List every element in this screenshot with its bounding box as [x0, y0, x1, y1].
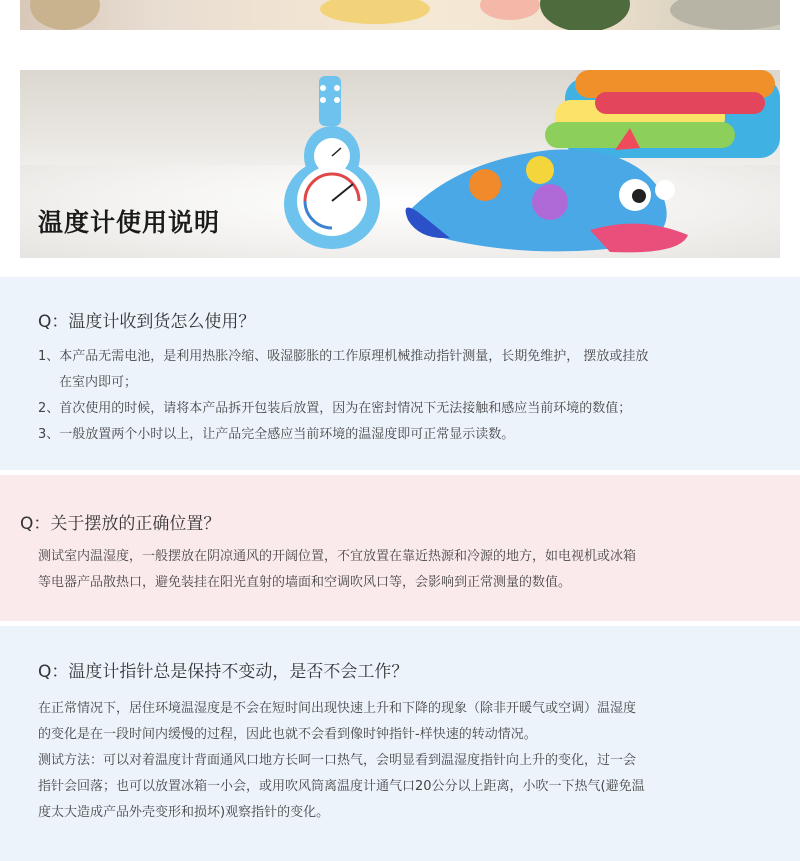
answer-line: 测试室内温湿度，一般摆放在阴凉通风的开阔位置，不宜放置在靠近热源和冷源的地方，如电视机或冰箱 [38, 549, 637, 564]
top-banner-photo [20, 0, 780, 30]
page-title: 温度计使用说明 [38, 208, 221, 237]
faq-question: Q：温度计收到货怎么使用？ [38, 312, 256, 332]
list-item: 2、首次使用的时候，请将本产品拆开包装后放置，因为在密封情况下无法接触和感应当前环境的数值； [38, 401, 632, 416]
answer-line: 测试方法：可以对着温度计背面通风口地方长呵一口热气，会明显看到温湿度指针向上升的变化，过一会 [38, 753, 637, 768]
faq-question: Q：关于摆放的正确位置？ [20, 514, 221, 534]
thermometer-image [275, 76, 390, 252]
answer-line: 度太大造成产品外壳变形和损坏)观察指针的变化。 [38, 805, 330, 820]
hero-banner [20, 70, 780, 258]
faq-section-usage [0, 277, 800, 470]
answer-line: 的变化是在一段时间内缓慢的过程，因此也就不会看到像时钟指针-样快速的转动情况。 [38, 727, 537, 742]
answer-line: 等电器产品散热口，避免装挂在阳光直射的墙面和空调吹风口等，会影响到正常测量的数值。 [38, 575, 572, 590]
answer-line: 指针会回落；也可以放置冰箱一小会，或用吹风筒离温度计通气口20公分以上距离，小吹一下热气(避免温 [38, 779, 645, 794]
faq-section-placement [0, 475, 800, 621]
list-item: 1、本产品无需电池，是利用热胀冷缩、吸湿膨胀的工作原理机械推动指针测量，长期免维护， 摆放或挂放 [38, 349, 649, 364]
faq-question: Q：温度计指针总是保持不变动，是否不会工作？ [38, 662, 409, 682]
answer-line: 在正常情况下，居住环境温湿度是不会在短时间出现快速上升和下降的现象（除非开暖气或空调）温湿度 [38, 701, 637, 716]
list-item: 3、一般放置两个小时以上，让产品完全感应当前环境的温湿度即可正常显示读数。 [38, 427, 515, 442]
faq-section-pointer [0, 626, 800, 861]
list-item-continuation: 在室内即可； [59, 375, 138, 390]
plush-fish-toy-image [390, 120, 690, 258]
